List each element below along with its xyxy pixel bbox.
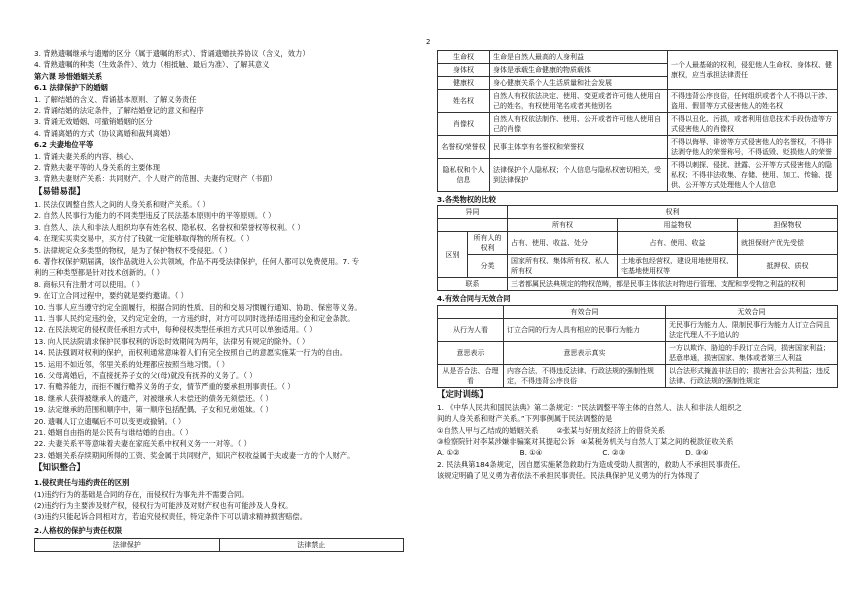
table-cell: 国家所有权、集体所有权、私人所有权 xyxy=(508,255,618,278)
yicuo-item: 利的三种类型都是针对技术创新的。（ ） xyxy=(34,268,165,278)
yicuo-item: 8. 商标只有注册才可以使用。（ ） xyxy=(34,279,145,289)
question-line: 间的人身关系和财产关系。”下列事例属于民法调整的是 xyxy=(437,414,613,424)
table-cell: 所有人的权利 xyxy=(468,232,508,255)
table-header: 法律保护 xyxy=(35,539,220,552)
table-cell: 一方以欺诈、胁迫的手段订立合同，损害国家利益；恶意串通，损害国家、集体或者第三人利益 xyxy=(666,341,838,364)
table-header: 无效合同 xyxy=(666,305,838,318)
list-item: 2. 背诵结婚的法定条件，了解结婚登记的意义和程序 xyxy=(34,106,204,116)
yicuo-item: 5. 法律规定众多类型的物权，是为了保护物权不受侵犯。（ ） xyxy=(34,245,232,255)
table-cell: 土地承包经营权、建设用地使用权、宅基地使用权等 xyxy=(618,255,738,278)
list-item: 1. 了解结婚的含义、背诵基本原则、了解义务责任 xyxy=(34,94,197,104)
table-cell: 一个人最基础的权利，侵犯他人生命权、身体权、健康权，应当承担法律责任 xyxy=(668,51,838,90)
table-cell: 从是否合法、合理看 xyxy=(438,364,504,387)
list-item: 2. 背熟夫妻平等的人身关系的主要体现 xyxy=(34,163,161,173)
yicuo-item: 9. 在订立合同过程中，要约就是要约邀请。（ ） xyxy=(34,291,188,301)
table-cell: 隐私权和个人信息 xyxy=(438,159,490,192)
yicuo-item: 10. 当事人应当遵守约定全面履行，根据合同的性质、目的和交易习惯履行通知、协助、保密等义务。 xyxy=(34,302,362,312)
table-cell: 意思表示 xyxy=(438,341,504,364)
knowledge-subtitle: 1.侵权责任与违约责任的区别 xyxy=(34,478,130,488)
zhishi-heading: 【知识整合】 xyxy=(34,463,86,474)
option: ②张某与好朋友经济上的借贷关系 xyxy=(556,425,666,435)
table-cell: 占有、使用、收益、处分 xyxy=(508,232,618,255)
contract-table xyxy=(437,305,838,388)
table-cell: 抵押权、质权 xyxy=(738,255,838,278)
compare-title: 3.各类物权的比较 xyxy=(437,195,496,204)
chapter-title: 第六课 珍惜婚姻关系 xyxy=(34,71,103,81)
table-cell: 健康权 xyxy=(438,77,490,90)
choice: D. ③④ xyxy=(685,448,709,458)
yicuo-item: 2. 自然人民事行为能力的不同类型违反了民法基本原则中的平等原则。（ ） xyxy=(34,211,276,221)
yicuo-item: 3. 自然人、法人和非法人组织均享有姓名权、隐私权、名誉权和荣誉权等权利。（ ） xyxy=(34,222,305,232)
section-title: 6.2 夫妻地位平等 xyxy=(34,140,94,150)
table-cell: 生命权 xyxy=(438,51,490,64)
table-cell: 身体权 xyxy=(438,64,490,77)
yicuo-item: 22. 夫妻关系平等意味着夫妻在家庭关系中权利义务一一对等。（ ） xyxy=(34,439,251,449)
table-cell: 不得违背公序良俗，任何组织或者个人不得以干涉、盗用、假冒等方式侵害他人的姓名权 xyxy=(668,90,838,113)
table-header: 担保物权 xyxy=(738,219,838,232)
table-cell: 肖像权 xyxy=(438,113,490,136)
table-cell: 三者都属民法典规定的物权范畴，都是民事主体依法对物进行管理、支配和享受物之利益的权利 xyxy=(508,278,838,291)
intro-line: 3. 背熟遗嘱继承与遗赠的区分（属于遗嘱的形式）、背诵遗赠扶养协议（含义，效力） xyxy=(34,49,310,58)
right-column xyxy=(437,50,837,482)
question-line: 该规定明确了见义勇为者依法不承担民事责任。民法典保护见义勇为的行为体现了 xyxy=(437,471,700,481)
list-item: 4. 背诵离婚的方式（协议离婚和裁判离婚） xyxy=(34,128,175,138)
table-cell: 异同 xyxy=(438,206,508,219)
table-cell: 身体是承载生命健康的物质载体 xyxy=(490,64,668,77)
list-item: 3. 背熟夫妻财产关系：共同财产、个人财产的范围、夫妻约定财产（书面） xyxy=(34,174,277,184)
table-cell: 就担保财产优先受偿 xyxy=(738,232,838,255)
table-cell: 不得以丑化、污损，或者利用信息技术手段伪造等方式侵害他人的肖像权 xyxy=(668,113,838,136)
knowledge-subtitle: 2.人格权的保护与责任权限 xyxy=(34,525,123,535)
table-cell: 自然人有权依法制作、使用、公开或者许可他人使用自己的肖像 xyxy=(490,113,668,136)
yicuo-item: 13. 向人民法院请求保护民事权利的诉讼时效期间为两年，法律另有规定的除外。（ ） xyxy=(34,336,310,346)
property-rights-table xyxy=(437,205,838,291)
yicuo-item: 16. 父母离婚后，不直接抚养子女的父(母)就没有抚养的义务了。（ ） xyxy=(34,370,257,380)
yicuo-item: 1. 民法仅调整自然人之间的人身关系和财产关系。（ ） xyxy=(34,199,210,209)
table-cell: 从行为人看 xyxy=(438,318,504,341)
table-cell xyxy=(438,305,504,318)
table-cell: 姓名权 xyxy=(438,90,490,113)
table-cell: 订立合同的行为人具有相应的民事行为能力 xyxy=(504,318,666,341)
table-cell: 自然人有权依法决定、使用、变更或者许可他人使用自己的姓名，有权使用笔名或者其他别名 xyxy=(490,90,668,113)
yicuo-item: 12. 在民法规定的侵权责任承担方式中，每种侵权类型任承担方式只可以单独适用。（ ） xyxy=(34,325,317,335)
choice: B. ①④ xyxy=(519,448,543,458)
table-header: 所有权 xyxy=(508,219,618,232)
table-cell: 权利 xyxy=(508,206,838,219)
yicuo-item: 15. 运用不如近邻，邻里关系的处理都应按照当地习惯。（ ） xyxy=(34,359,230,369)
answer-choices xyxy=(437,447,837,458)
table-cell xyxy=(438,219,508,232)
option: ③检察院针对李某涉嫌非骗案对其提起公诉 xyxy=(437,437,575,447)
question-line: 2. 民法典第184条规定，因自愿实施紧急救助行为造成受助人损害的，救助人不承担民事责任。 xyxy=(437,459,745,469)
question-options xyxy=(437,436,837,447)
list-item: (3)违约只能起诉合同相对方，若追究侵权责任，特定条件下可以请求精神损害赔偿。 xyxy=(34,512,308,522)
table-cell: 内容合法，不得违反法律、行政法规的强制性规定，不得违背公序良俗 xyxy=(504,364,666,387)
yicuo-item: 23. 婚姻关系存续期间所得的工资、奖金属于共同财产，知识产权收益属于夫或妻一方的个人财产。 xyxy=(34,450,355,460)
yicuo-item: 19. 法定继承的范围和顺序中，第一顺序包括配偶、子女和兄弟姐妹。（ ） xyxy=(34,405,273,415)
table-cell: 民事主体享有名誉权和荣誉权 xyxy=(490,136,668,159)
table-cell: 意思表示真实 xyxy=(504,341,666,364)
rights-table xyxy=(437,50,838,192)
table-header: 用益物权 xyxy=(618,219,738,232)
choice: A. ①② xyxy=(437,448,460,458)
yicuo-item: 21. 婚姻自由指的是公民有与谁结婚的自由。（ ） xyxy=(34,428,193,437)
list-item: 1. 背诵夫妻关系的内容、核心、 xyxy=(34,151,139,161)
yicuo-item: 11. 当事人民约定违约金，又约定定金的，一方违约时，对方可以同时选择适用违约金和定金条款。 xyxy=(34,313,355,323)
table-cell: 无民事行为能力人、限制民事行为能力人订立合同且法定代理人不予追认的 xyxy=(666,318,838,341)
table-cell: 生命是自然人最高的人身利益 xyxy=(490,51,668,64)
table-cell: 联系 xyxy=(438,278,508,291)
table-cell: 区别 xyxy=(438,232,468,278)
yicuo-heading: 【易错易混】 xyxy=(34,186,86,197)
list-item: 3. 背诵无效婚姻、可撤销婚姻的区分 xyxy=(34,117,153,127)
option: ④某税务机关与自然人丁某之间的税款征收关系 xyxy=(580,437,734,447)
section-title: 6.1 法律保护下的婚姻 xyxy=(34,83,108,93)
yicuo-item: 14. 民法强调对权利的保护，而权利通常意味着人们有完全按照自己的意愿实施某一行为的自由。 xyxy=(34,348,348,358)
yicuo-item: 6. 著作权保护期届满，该作品就进入公共领域，作品不再受法律保护，任何人都可以免费使用。7. 专 xyxy=(34,256,360,266)
left-column xyxy=(34,48,426,552)
table-cell: 法律保护个人隐私权；个人信息与隐私权密切相关，受到法律保护 xyxy=(490,159,668,192)
question-line: 1. 《中华人民共和国民法典》第二条规定：“民法调整平等主体的自然人、法人和非法人组织之 xyxy=(437,402,742,412)
dingshi-heading: 【定时训练】 xyxy=(437,389,489,400)
yicuo-item: 4. 在现实买卖交易中，买方付了钱就一定能够取得物的所有权。（ ） xyxy=(34,234,254,244)
yicuo-item: 20. 遗嘱人订立遗嘱后不可以变更或撤销。（ ） xyxy=(34,416,186,426)
yicuo-list xyxy=(34,199,426,461)
intro-line: 4. 背熟遗嘱的种类（生效条件）、效力（相抵触、最后为准）、了解其意义 xyxy=(34,60,270,70)
yicuo-item: 18. 继承人获得被继承人的遗产，对被继承人未偿还的债务无须偿还。（ ） xyxy=(34,393,273,403)
table-cell: 占有、使用、收益 xyxy=(618,232,738,255)
question-options xyxy=(437,425,837,436)
table-cell: 不得以刺探、侵扰、泄露、公开等方式侵害他人的隐私权；不得非法收集、存储、使用、加工、传输、提供、公开等方式处理他人个人信息 xyxy=(668,159,838,192)
yicuo-item: 17. 有赡养能力，而拒不履行赡养义务的子女，情节严重的要承担刑事责任。（ ） xyxy=(34,382,295,392)
table-cell: 分类 xyxy=(468,255,508,278)
table-cell: 身心健康关系个人生活质量和社会发展 xyxy=(490,77,668,90)
contract-title: 4.有效合同与无效合同 xyxy=(437,294,511,304)
option: ①自然人甲与乙结成的婚姻关系 xyxy=(437,425,539,435)
list-item: (1)违约行为的基础是合同的存在，而侵权行为事先并不需要合同。 xyxy=(34,489,249,499)
table-cell: 以合法形式掩盖非法目的；损害社会公共利益；违反法律、行政法规的强制性规定 xyxy=(666,364,838,387)
personality-table xyxy=(34,538,404,552)
choice: C. ②③ xyxy=(602,448,626,458)
list-item: (2)违约行为主要涉及财产权，侵权行为可能涉及对财产权也有可能涉及人身权。 xyxy=(34,501,293,511)
table-cell: 名誉权/荣誉权 xyxy=(438,136,490,159)
table-header: 法律禁止 xyxy=(219,539,404,552)
table-cell: 不得以侮辱、诽谤等方式侵害他人的名誉权，不得非法剥夺他人的荣誉称号，不得诋毁、贬损他人的荣誉 xyxy=(668,136,838,159)
table-header: 有效合同 xyxy=(504,305,666,318)
page-number: 2 xyxy=(426,38,431,46)
